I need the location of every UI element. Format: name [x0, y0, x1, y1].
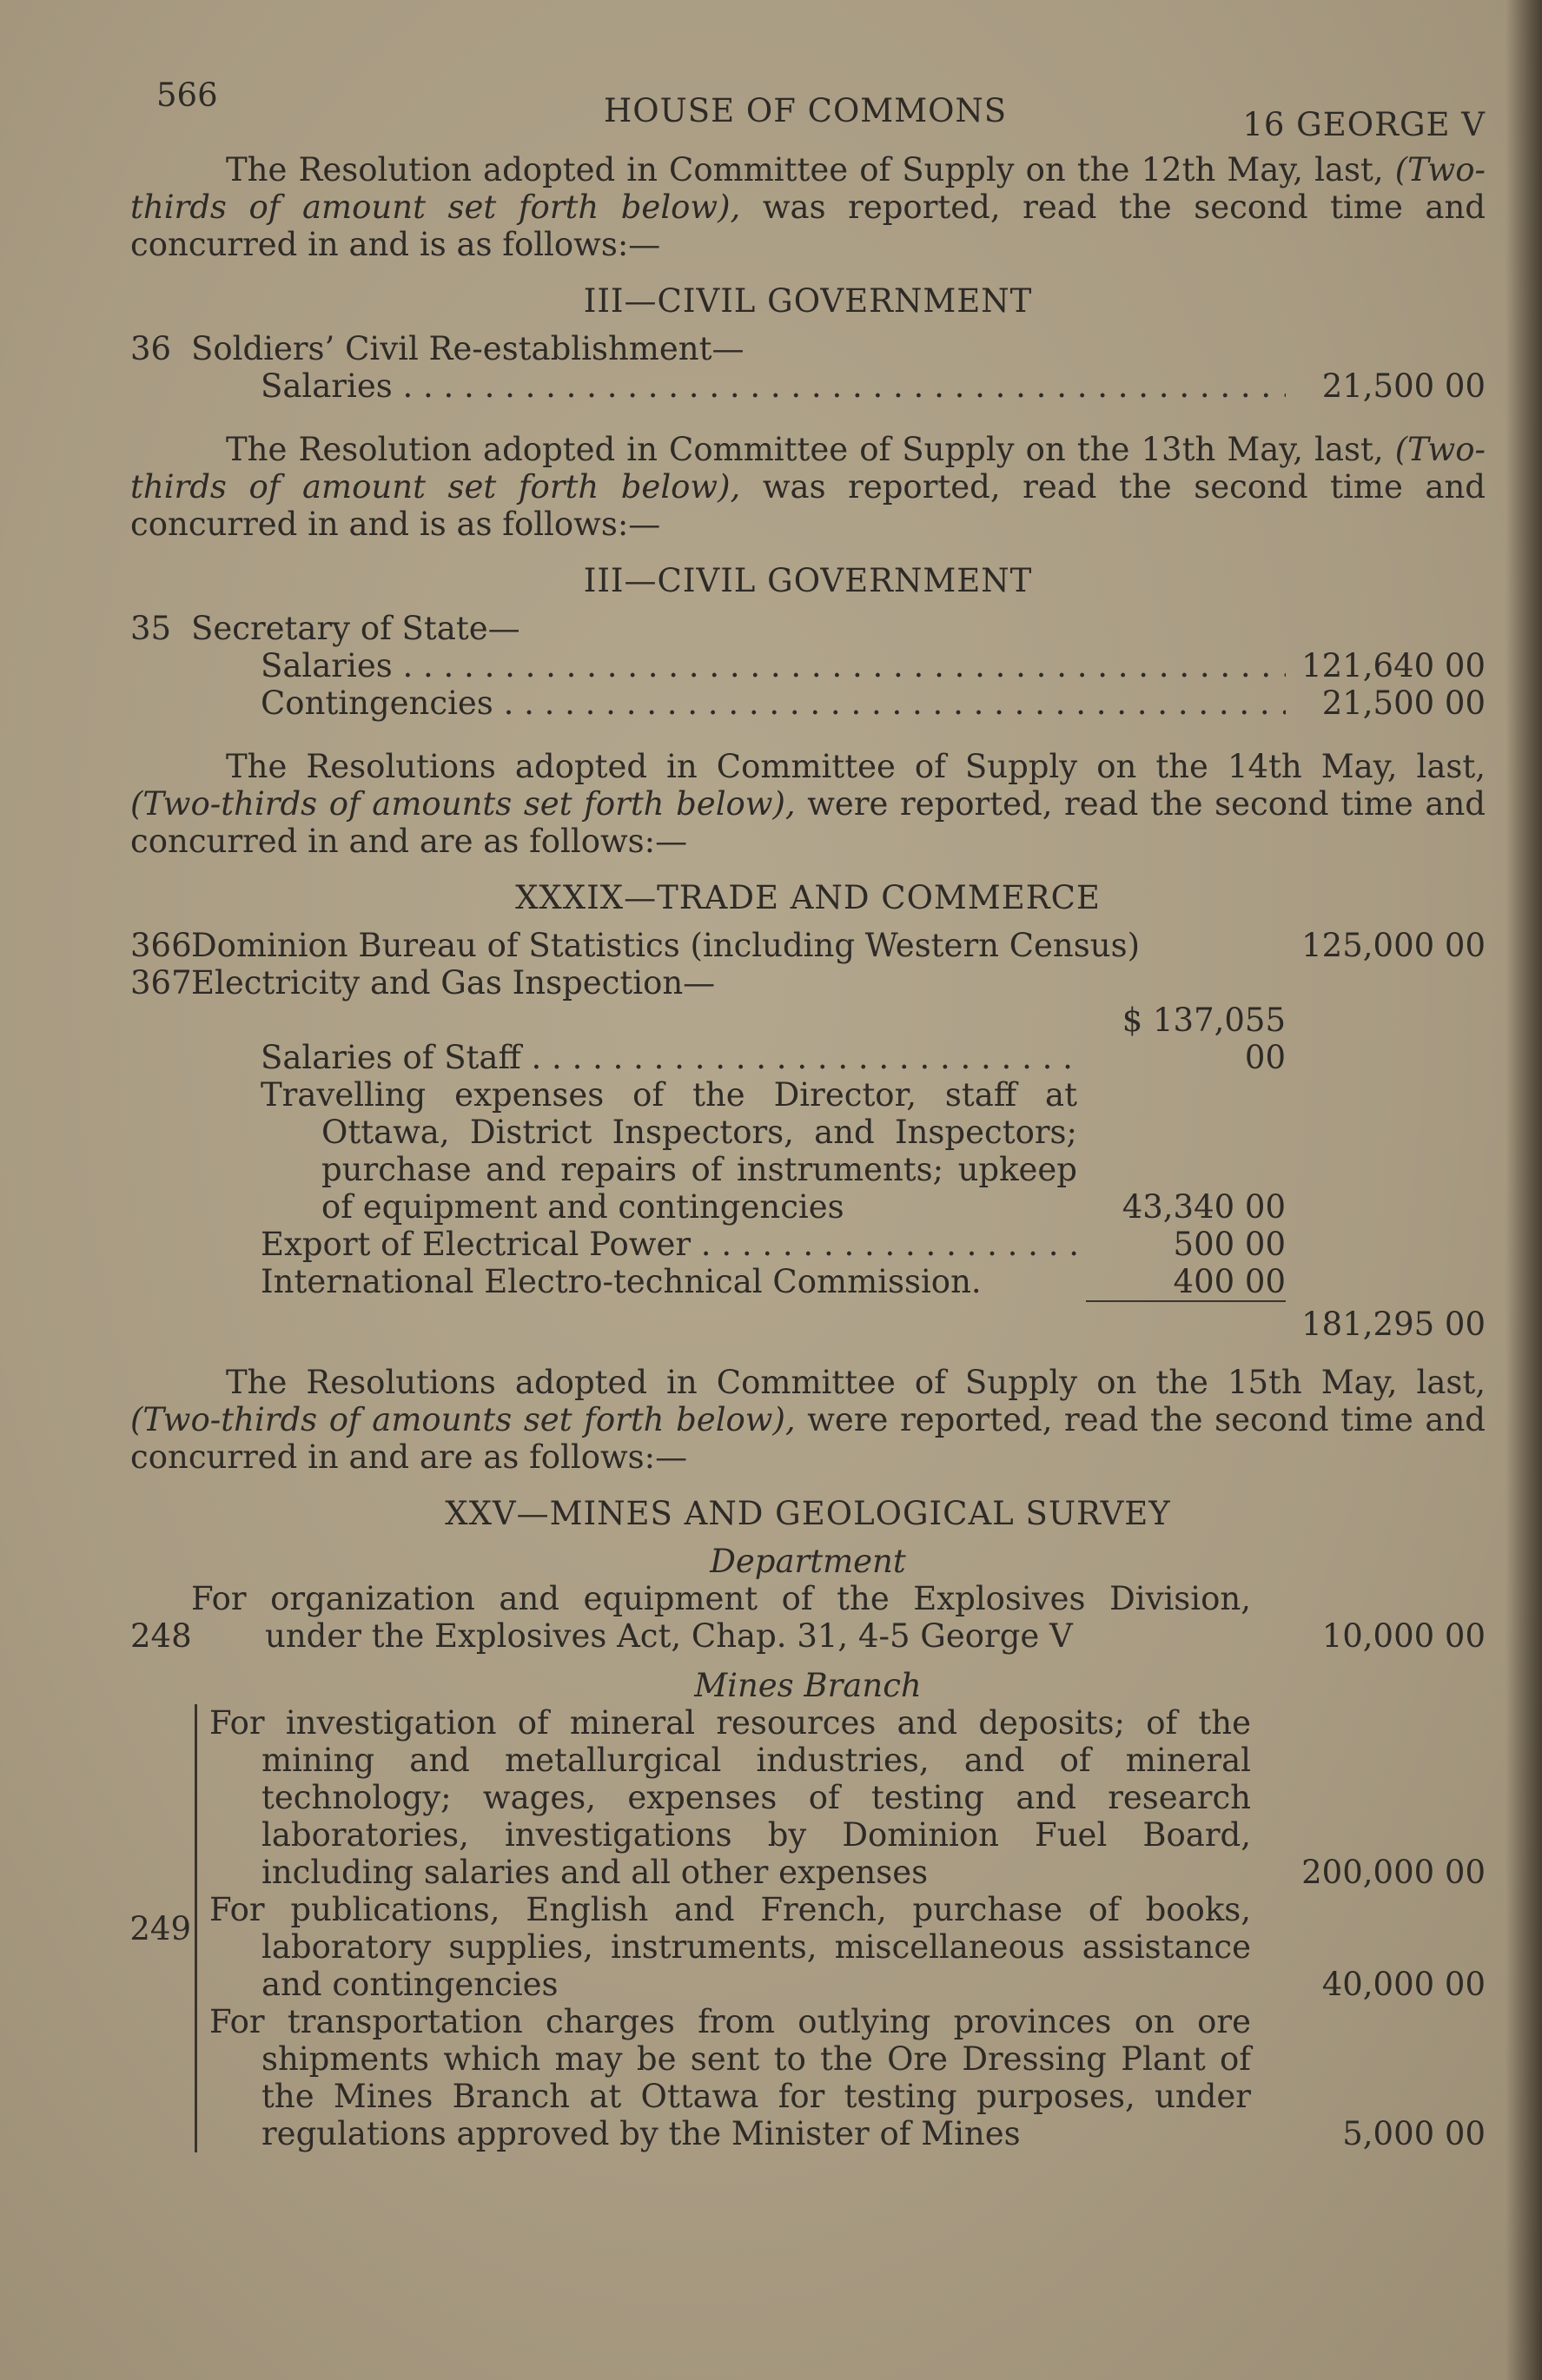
running-header — [130, 61, 1486, 143]
header-title: HOUSE OF COMMONS — [604, 92, 1008, 129]
vote-item — [130, 927, 1486, 964]
document-page — [130, 61, 1486, 2152]
line-label: Contingencies . . . — [261, 684, 1286, 722]
line-amount: 121,640 00 — [1301, 647, 1486, 684]
sub-label: Travelling expenses of the Director, staff at Ottawa, District Inspectors, and Inspectors; purchase and repairs of instruments; upkeep of equipment and contingencies — [261, 1076, 1077, 1226]
section-heading: XXV—MINES AND GEOLOGICAL SURVEY — [445, 1495, 1171, 1532]
vote-label: Dominion Bureau of Statistics (including Western Census) — [191, 927, 1141, 964]
vote-item — [130, 330, 1486, 367]
sub-label: For publications, English and French, purchase of books, laboratory supplies, instruments, miscellaneous assistance and contingencies — [209, 1891, 1251, 2003]
vote-number: 367 — [130, 964, 192, 1002]
line-item — [130, 647, 1486, 684]
line-label: Salaries . . . — [261, 647, 1286, 684]
sub-item — [130, 1263, 1486, 1300]
sub-amount: 500 00 — [1173, 1226, 1286, 1263]
header-session: 16 GEORGE V — [1242, 106, 1486, 143]
sub-label: For investigation of mineral resources and deposits; of the mining and metallurgical industries, and of mineral technology; wages, expenses of testing and research laboratories, investigations by Dominion Fuel Board, including salaries and all other expenses — [209, 1704, 1251, 1891]
line-amount: 21,500 00 — [1321, 367, 1486, 405]
sub-label: Export of Electrical Power . . . — [261, 1226, 1077, 1263]
total-amount: 181,295 00 — [1301, 1306, 1486, 1343]
line-amount: 21,500 00 — [1321, 684, 1486, 722]
vote-number: 36 — [130, 330, 172, 367]
resolution-12th-may — [130, 151, 1486, 405]
line-item — [130, 684, 1486, 722]
page-edge-shadow — [1506, 0, 1542, 2380]
line-item — [130, 367, 1486, 405]
sub-amount: 5,000 00 — [1342, 2115, 1486, 2152]
sub-label: For transportation charges from outlying provinces on ore shipments which may be sent to the Ore Dressing Plant of the Mines Branch at Ottawa for testing purposes, under regulations approved by the Minister of Mines — [209, 2003, 1251, 2152]
vote-label: For organization and equipment of the Explosives Division, under the Explosives Act, Chap. 31, 4-5 George V — [191, 1580, 1251, 1655]
sub-amount: $ 137,055 00 — [1122, 1002, 1286, 1076]
resolution-15th-may — [130, 1364, 1486, 2152]
vote-amount: 10,000 00 — [1321, 1617, 1486, 1655]
vote-249-group — [130, 1704, 1486, 2152]
brace-body — [195, 1704, 1486, 2152]
sub-amount: 400 00 — [1173, 1263, 1286, 1300]
vote-item — [130, 1580, 1486, 1655]
resolution-intro: The Resolutions adopted in Committee of Supply on the 15th May, last, (Two-thirds of amounts set forth below), were reported, read the second time and concurred in and are as follows:— — [130, 1364, 1486, 1476]
sub-item — [130, 1002, 1486, 1076]
resolution-14th-may — [130, 748, 1486, 1343]
sub-amount: 200,000 00 — [1301, 1854, 1486, 1891]
section-heading: III—CIVIL GOVERNMENT — [583, 282, 1033, 320]
vote-number: 249 — [129, 1909, 191, 1947]
sub-heading-mines-branch: Mines Branch — [694, 1667, 922, 1704]
vote-amount: 125,000 00 — [1301, 927, 1486, 964]
section-heading: III—CIVIL GOVERNMENT — [583, 562, 1033, 599]
sub-item — [130, 1226, 1486, 1263]
page-number: 566 — [156, 76, 218, 114]
total-row — [130, 1306, 1486, 1343]
vote-label: Electricity and Gas Inspection— — [191, 964, 716, 1002]
vote-number: 35 — [130, 610, 172, 647]
resolution-intro: The Resolutions adopted in Committee of Supply on the 14th May, last, (Two-thirds of amounts set forth below), were reported, read the second time and concurred in and are as follows:— — [130, 748, 1486, 860]
sub-item — [209, 1704, 1486, 1891]
sub-label: International Electro-technical Commission. — [261, 1263, 982, 1300]
resolution-13th-may — [130, 431, 1486, 722]
section-heading: XXXIX—TRADE AND COMMERCE — [515, 879, 1101, 916]
vote-number: 366 — [130, 927, 192, 964]
vote-item — [130, 610, 1486, 647]
vote-item — [130, 964, 1486, 1002]
sub-item — [130, 1076, 1486, 1226]
resolution-intro: The Resolution adopted in Committee of Supply on the 12th May, last, (Two-thirds of amount set forth below), was reported, read the second time and concurred in and is as follows:— — [130, 151, 1486, 263]
sub-item — [209, 2003, 1486, 2152]
sub-label: Salaries of Staff . . . — [261, 1039, 1077, 1076]
sub-item — [209, 1891, 1486, 2003]
sub-amount: 40,000 00 — [1321, 1966, 1486, 2003]
vote-number: 248 — [130, 1617, 192, 1655]
sub-amount: 43,340 00 — [1122, 1188, 1286, 1226]
vote-label: Soldiers’ Civil Re-establishment— — [191, 330, 745, 367]
resolution-intro: The Resolution adopted in Committee of Supply on the 13th May, last, (Two-thirds of amount set forth below), was reported, read the second time and concurred in and is as follows:— — [130, 431, 1486, 543]
sub-heading-department: Department — [710, 1543, 906, 1580]
vote-label: Secretary of State— — [191, 610, 520, 647]
line-label: Salaries . . . — [261, 367, 1286, 405]
